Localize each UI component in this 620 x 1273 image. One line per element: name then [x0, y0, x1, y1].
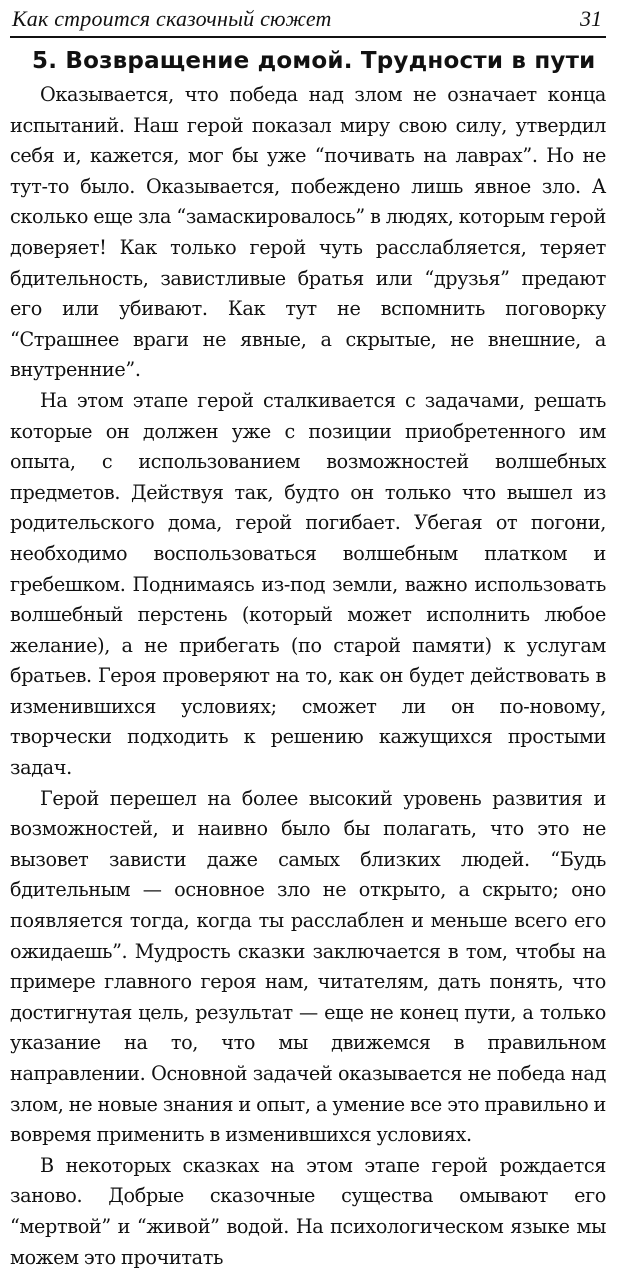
body-text	[10, 80, 606, 1273]
section-heading: 5. Возвращение домой. Трудности в пути	[32, 48, 596, 74]
paragraph: На этом этапе герой сталкивается с задачами, решать которые он должен уже с позиции приобретенного им опыта, с использованием возможностей волшебных предметов. Действуя так, будто он только что вышел из родительского дома, герой погибает. Убегая от погони, необходимо воспользоваться волшебным платком и гребешком. Поднимаясь из-под земли, важно использовать волшебный перстень (который может исполнить любое желание), а не прибегать (по старой памяти) к услугам братьев. Героя проверяют на то, как он будет действовать в изменившихся условиях; сможет ли он по-новому, творчески подходить к решению кажущихся простыми задач.	[10, 388, 606, 780]
paragraph: Герой перешел на более высокий уровень развития и возможностей, и наивно было бы полагать, что это не вызовет зависти даже самых близких людей. “Будь бдительным — основное зло не открыто, а скрыто; оно появляется тогда, когда ты расслаблен и меньше всего его ожидаешь”. Мудрость сказки заключается в том, чтобы на примере главного героя нам, читателям, дать понять, что достигнутая цель, результат — еще не конец пути, а только указание на то, что мы движемся в правильном направлении. Основной задачей оказывается не победа над злом, не новые знания и опыт, а умение все это правильно и вовремя применить в изменившихся условиях.	[10, 786, 606, 1147]
paragraph: Оказывается, что победа над злом не означает конца испытаний. Наш герой показал миру свою силу, утвердил себя и, кажется, мог бы уже “почивать на лаврах”. Но не тут-то было. Оказывается, побеждено лишь явное зло. А сколько еще зла “замаскировалось” в людях, которым герой доверяет! Как только герой чуть расслабляется, теряет бдительность, завистливые братья или “друзья” предают его или убивают. Как тут не вспомнить поговорку “Страшнее враги не явные, а скрытые, не внешние, а внутренние”.	[10, 83, 606, 382]
running-title: Как строится сказочный сюжет	[12, 6, 332, 31]
running-header	[10, 2, 606, 38]
page-number: 31	[580, 6, 602, 31]
paragraph: В некоторых сказках на этом этапе герой рождается заново. Добрые сказочные существа омывают его “мертвой” и “живой” водой. На психологическом языке мы можем это прочитать	[10, 1153, 606, 1269]
